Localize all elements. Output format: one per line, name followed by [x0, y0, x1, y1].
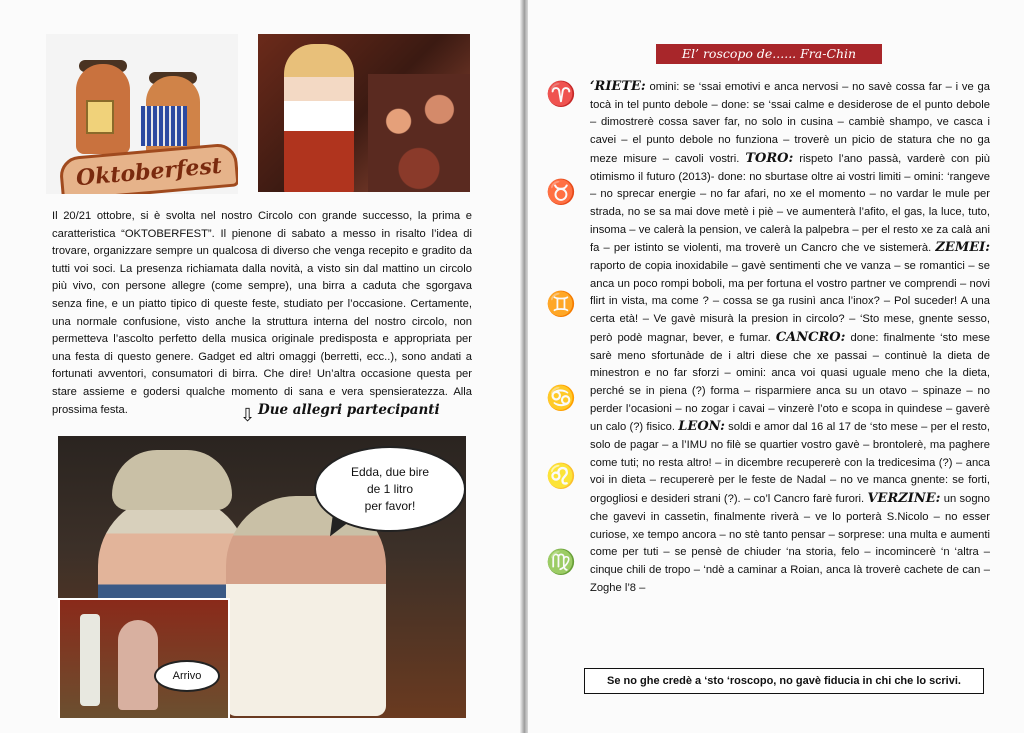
bubble-line: per favor!: [364, 498, 416, 513]
bubble-line: de 1 litro: [366, 481, 414, 496]
sign-text: rispeto l’ano passà, varderè con più otimismo il futuro (2013)- done: no sburtase oltre ai vostri limiti – omini: ‘rangeve – no sprecar energie – no far afari, no xe el momento – no vardar le mule per strada, no se sa mai dove metè i piè – ve aumenterà l’afito, el gas, la luce, tuto, insoma – ve calerà la pension, ve calerà la palpebra – per el resto xe za calà ani fa – per istinto se violenti, ma troverè un Cancro che ve sistemerà.: [590, 152, 991, 255]
sign-name: LEON:: [678, 419, 725, 435]
sign-text: done: finalmente ‘sto mese sarè meno sfortunàde de i altri diese che xe passai – continuè la dieta de minestron e no far sforzi – omini: anca voi quasi uguale meno che la dieta, perché se in piena (?) forma – risparmiere anca su un otavo – spinaze – no perder l’ocasioni – no zogar i cavai – vinzerè l’oto e scopa in quindese – gaverè un calo (?) fisico.: [590, 331, 991, 434]
crowd-figure: [368, 74, 470, 192]
sign-text: un sogno che gavevi in cassetin, finalmente riverà – ve lo porterà S.Nicolo – no esser curiose, xe tempo ancora – no stè tanto pensar – sorprese: una multa e aumenti come per tuti – se pensè de chiuder ‘na storia, felo – incomincerè ‘n ‘altra – cinque chili de tropo – ‘ndè a caminar a Roian, anca là troverè cachete de can – Zoghe l’8 –: [590, 493, 990, 594]
sign-text: omini: se ‘ssai emotivi e anca nervosi – no savè cossa far – i ve ga tocà in tel punto debole – done: se ‘ssai calme e desiderose de el punto debole – dimostrerè cossa saver far, no solo in cusina – cambiè shampo, ve casca i cavei – el punto debole no funziona – troverè un picio de statura che no ga meze misure – cavoli vostri.: [590, 81, 990, 165]
sign-text: soldi e amor dal 16 al 17 de ‘sto mese – per el resto, solo de pagar – a l’IMU no filè se quartier vostro gavè – brontolerè, ma paghere come tuti; no resta altro! – in dicembre recupererè con la tredicesima (?) – anca voi in dieta – recupererè per le feste de Nadal – no ve manca gnente: se forti, orgogliosi e desideri strani (?). – co’l Cancro farè furori.: [590, 421, 991, 506]
horoscope-text: [590, 78, 990, 597]
bubble-line: Edda, due bire: [350, 464, 430, 479]
sign-name: TORO:: [745, 150, 794, 166]
photo-caption: Due allegri partecipanti: [258, 402, 440, 418]
bull-icon: ♉: [546, 179, 576, 206]
oktoberfest-logo: [46, 34, 238, 194]
twins-icon: ♊: [546, 291, 576, 318]
small-woman-figure: [118, 620, 158, 710]
crab-icon: ♋: [546, 385, 576, 412]
sign-name: ZEMEI:: [935, 240, 990, 256]
down-arrow-icon: ⇩: [240, 405, 256, 425]
logo-banner: Oktoberfest: [58, 142, 238, 194]
accordion-icon: [141, 106, 187, 146]
footer-note: Se no ghe credè a ‘sto ‘roscopo, no gavè fiducia in chi che lo scrivi.: [584, 668, 984, 694]
speech-bubble: [314, 446, 466, 532]
couple-photo: [58, 436, 466, 718]
lion-icon: ♌: [546, 463, 576, 490]
inset-photo: [58, 598, 230, 718]
horoscope-title: El’ roscopo de...... Fra-Chin: [656, 44, 882, 64]
waitress-photo: [258, 34, 470, 192]
article-text: Il 20/21 ottobre, si è svolta nel nostro Circolo con grande successo, la prima e caratteristica “OKTOBERFEST”. Il pienone di sabato a messo in risalto l’idea di trovare, organizzare sempre un qualcosa di diverso che venga recepito e gradito da tutti voi soci. La presenza richiamata dalla novità, a visto sin dal mattino un circolo più vivo, con persone allegre (come sempre), una birra a caduta che sgorgava senza fine, e un piatto tipico di queste feste, studiato per l’occasione. Certamente, una normale confusione, visto anche la struttura interna del nostro circolo, non permetteva l’ascolto perfetto della musica originale predisposta e appropriata per una festa di questo genere. Gadget ed altri omaggi (berretti, ecc..), sono andati a fortunati avventori, consumatori di birra. Che dire! Un’altra occasione questa per stare assieme e godersi qualche momento di sana e vera spensieratezza. Alla prossima festa.: [52, 210, 472, 416]
ram-icon: ♈: [546, 81, 576, 108]
beer-mug-icon: [86, 100, 114, 134]
right-page: [528, 0, 1024, 733]
cowboy-hat-shape: [112, 450, 232, 510]
beer-tap-icon: [80, 614, 100, 706]
sign-text: raporto de copia inoxidabile – gavè sentimenti che ve vanza – se romantici – se anca un poco rompi boboli, ma per fortuna el vostro partner ve comprendi – novi flirt in vista, ma come ? – cossa se ga rusinì anca l’inox? – Pol suceder! A una certa età! – Ve gavè misurà la presion in circolo? – ‘Sto mese, gnente sesso, però podè magnar, bever, e fumar.: [590, 260, 990, 344]
sign-name: ‘RIETE:: [590, 79, 646, 94]
waitress-figure: [284, 44, 354, 192]
sign-name: CANCRO:: [775, 329, 846, 345]
virgin-icon: ♍: [546, 549, 576, 576]
sign-name: VERZINE:: [867, 491, 941, 507]
arrivo-bubble: Arrivo: [154, 660, 220, 692]
